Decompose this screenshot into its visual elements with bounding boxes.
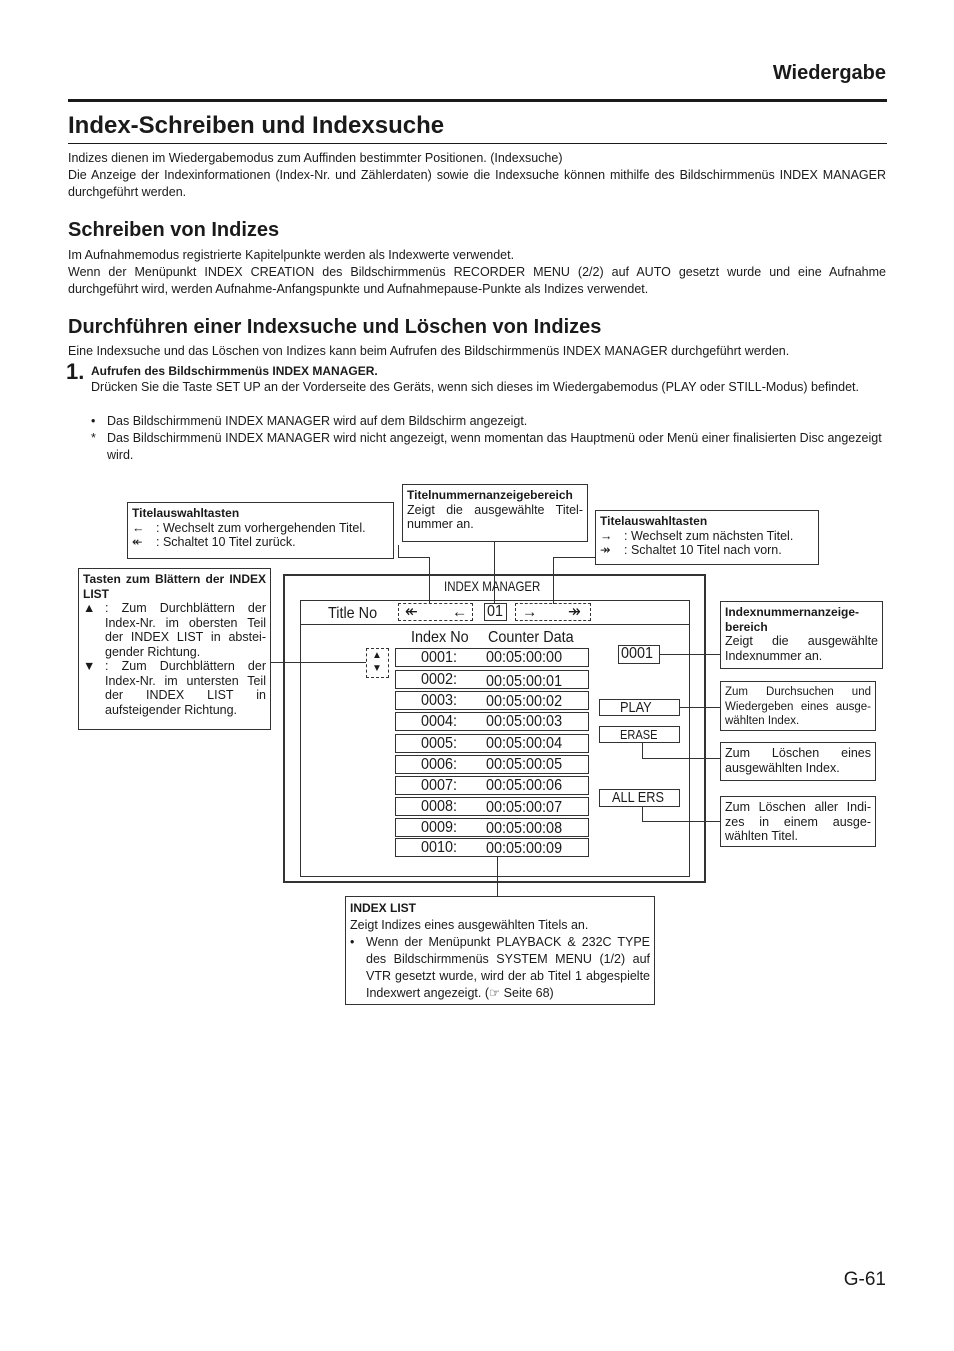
index-number: 0010: bbox=[421, 839, 458, 856]
table-row[interactable] bbox=[395, 755, 589, 774]
callout-heading: Tasten zum Blättern der INDEX LIST bbox=[83, 572, 266, 601]
page-number: G-61 bbox=[843, 1269, 886, 1290]
column-index-no: Index No bbox=[411, 629, 469, 646]
section1-text-1: Im Aufnahmemodus registrierte Kapitelpunkte werden als Indexwerte verwendet. bbox=[68, 248, 515, 262]
index-number: 0001: bbox=[421, 649, 458, 666]
counter-value: 00:05:00:03 bbox=[486, 713, 563, 730]
index-number: 0007: bbox=[421, 777, 458, 794]
triangle-up-icon: ▲ bbox=[83, 601, 96, 615]
callout-scroll-keys bbox=[78, 568, 271, 730]
index-number-value: 0001 bbox=[621, 645, 654, 662]
scroll-down-button[interactable]: ▼ bbox=[372, 663, 382, 674]
erase-button[interactable] bbox=[599, 726, 680, 743]
step-title: Aufrufen des Bildschirmmenüs INDEX MANAGER. bbox=[91, 364, 378, 378]
callout-title-select-forward bbox=[595, 510, 819, 565]
back-1-button[interactable]: ← bbox=[452, 602, 468, 621]
callout-text: Zum Durchsuchen und Wiedergeben eines ausge-wählten Index. bbox=[725, 686, 871, 727]
index-number: 0004: bbox=[421, 713, 458, 730]
screen-label: INDEX MANAGER bbox=[444, 578, 541, 594]
index-number: 0009: bbox=[421, 819, 458, 836]
step-bullet bbox=[91, 413, 886, 430]
index-number: 0006: bbox=[421, 756, 458, 773]
section1-text-2: Wenn der Menüpunkt INDEX CREATION des Bildschirmmenüs RECORDER MENU (2/2) auf AUTO gesetzt wurde und eine Aufnahme durchgeführt wird, werden Aufnahme-Anfangspunkte und Aufnahmepause-Punkte als Indizes verwendet. bbox=[68, 265, 886, 296]
callout-index-list bbox=[345, 896, 655, 1005]
callout-heading: Titelnummernanzeigebereich bbox=[407, 488, 573, 502]
triangle-down-icon: ▼ bbox=[83, 659, 96, 673]
bullet-text: Das Bildschirmmenü INDEX MANAGER wird auf dem Bildschirm angezeigt. bbox=[107, 414, 528, 428]
table-row[interactable] bbox=[395, 797, 589, 816]
section1-title: Schreiben von Indizes bbox=[68, 219, 280, 241]
callout-heading: INDEX LIST bbox=[350, 901, 417, 915]
callout-text: Zum Löschen aller Indi-zes in einem ausge-wählten Titel. bbox=[725, 800, 871, 843]
callout-row: : Zum Durchblättern der Index-Nr. im untersten Teil der INDEX LIST in aufsteigender Richtung. bbox=[105, 659, 266, 717]
counter-value: 00:05:00:05 bbox=[486, 756, 563, 773]
arrow-right-icon: → bbox=[600, 528, 613, 543]
step-note bbox=[91, 430, 886, 464]
intro-text-1: Indizes dienen im Wiedergabemodus zum Auffinden bestimmter Positionen. (Indexsuche) bbox=[68, 151, 563, 165]
table-row[interactable] bbox=[395, 776, 589, 795]
index-number: 0005: bbox=[421, 735, 458, 752]
forward-1-button[interactable]: → bbox=[522, 602, 538, 621]
step-number: 1. bbox=[66, 359, 85, 384]
callout-bullet: Wenn der Menüpunkt PLAYBACK & 232C TYPE des Bildschirmmenüs SYSTEM MENU (1/2) auf VTR gesetzt wurde, wird der ab Titel 1 abgespielte Indexwert angezeigt. (☞ Seite 68) bbox=[366, 935, 650, 1000]
callout-heading: Titelauswahltasten bbox=[132, 506, 240, 520]
title-no-label: Title No bbox=[328, 605, 378, 622]
counter-value: 00:05:00:02 bbox=[486, 693, 563, 710]
table-row[interactable] bbox=[395, 712, 589, 731]
table-row[interactable] bbox=[395, 734, 589, 753]
title-rule bbox=[68, 143, 887, 144]
table-row[interactable] bbox=[395, 818, 589, 837]
section-header: Wiedergabe bbox=[772, 62, 886, 84]
table-row[interactable] bbox=[395, 670, 589, 689]
callout-text: Zeigt die ausgewählte Titel-nummer an. bbox=[407, 502, 583, 531]
erase-label: ERASE bbox=[620, 727, 658, 742]
callout-text: Zeigt die ausgewählte Indexnummer an. bbox=[725, 634, 878, 663]
bullet-mark: • bbox=[91, 414, 96, 428]
callout-text: Zeigt Indizes eines ausgewählten Titels an. bbox=[350, 918, 589, 932]
index-number: 0003: bbox=[421, 692, 458, 709]
note-text: Das Bildschirmmenü INDEX MANAGER wird nicht angezeigt, wenn momentan das Hauptmenü oder Menü einer finalisierten Disc angezeigt wird. bbox=[107, 431, 882, 462]
intro-text-2: Die Anzeige der Indexinformationen (Index-Nr. und Zählerdaten) sowie die Indexsuche können mithilfe des Bildschirmmenüs INDEX MANAGER durchgeführt werden. bbox=[68, 168, 886, 199]
index-number: 0002: bbox=[421, 671, 458, 688]
title-row-divider bbox=[301, 624, 689, 625]
page-title: Index-Schreiben und Indexsuche bbox=[68, 112, 445, 139]
step-text: Drücken Sie die Taste SET UP an der Vorderseite des Geräts, wenn sich dieses im Wiedergabemodus (PLAY oder STILL-Modus) befindet. bbox=[91, 380, 859, 394]
callout-row: : Schaltet 10 Titel zurück. bbox=[156, 535, 296, 549]
back-10-button[interactable]: ↞ bbox=[405, 602, 418, 621]
callout-row: : Schaltet 10 Titel nach vorn. bbox=[624, 543, 782, 557]
counter-value: 00:05:00:08 bbox=[486, 820, 563, 837]
play-label: PLAY bbox=[620, 699, 652, 716]
double-arrow-right-icon: ↠ bbox=[600, 543, 611, 557]
note-mark: * bbox=[91, 431, 96, 445]
counter-value: 00:05:00:06 bbox=[486, 777, 563, 794]
callout-heading: Indexnummernanzeige-bereich bbox=[725, 605, 860, 634]
table-row[interactable] bbox=[395, 691, 589, 710]
index-number: 0008: bbox=[421, 798, 458, 815]
callout-erase bbox=[720, 742, 876, 781]
play-button[interactable] bbox=[599, 699, 680, 716]
counter-value: 00:05:00:09 bbox=[486, 840, 563, 857]
section2-intro: Eine Indexsuche und das Löschen von Indizes kann beim Aufrufen des Bildschirmmenüs INDEX MANAGER durchgeführt werden. bbox=[68, 344, 790, 358]
section2-title: Durchführen einer Indexsuche und Löschen von Indizes bbox=[68, 316, 602, 338]
table-row[interactable] bbox=[395, 838, 589, 857]
double-arrow-left-icon: ↞ bbox=[132, 535, 143, 549]
all-erase-button[interactable] bbox=[599, 789, 680, 807]
column-counter-data: Counter Data bbox=[488, 629, 574, 646]
callout-index-number-area bbox=[720, 601, 883, 669]
bullet-mark: • bbox=[350, 935, 355, 949]
arrow-left-icon: ← bbox=[132, 520, 145, 535]
all-erase-label: ALL ERS bbox=[612, 789, 664, 806]
forward-10-button[interactable]: ↠ bbox=[568, 602, 581, 621]
callout-title-select-back bbox=[127, 502, 394, 559]
callout-row: : Zum Durchblättern der Index-Nr. im obersten Teil der INDEX LIST in abstei-gender Richtung. bbox=[105, 601, 266, 659]
callout-heading: Titelauswahltasten bbox=[600, 514, 708, 528]
counter-value: 00:05:00:04 bbox=[486, 735, 563, 752]
title-number-value: 01 bbox=[487, 603, 504, 620]
counter-value: 00:05:00:07 bbox=[486, 799, 563, 816]
callout-text: Zum Löschen eines ausgewählten Index. bbox=[725, 746, 871, 775]
counter-value: 00:05:00:00 bbox=[486, 649, 563, 666]
callout-title-number-area bbox=[402, 484, 588, 542]
callout-all-erase bbox=[720, 796, 876, 847]
counter-value: 00:05:00:01 bbox=[486, 673, 563, 690]
scroll-up-button[interactable]: ▲ bbox=[372, 650, 382, 661]
callout-row: : Wechselt zum vorhergehenden Titel. bbox=[156, 520, 366, 535]
table-row[interactable] bbox=[395, 648, 589, 667]
callout-play bbox=[720, 681, 876, 731]
header-rule bbox=[68, 99, 887, 102]
callout-row: : Wechselt zum nächsten Titel. bbox=[624, 528, 794, 543]
